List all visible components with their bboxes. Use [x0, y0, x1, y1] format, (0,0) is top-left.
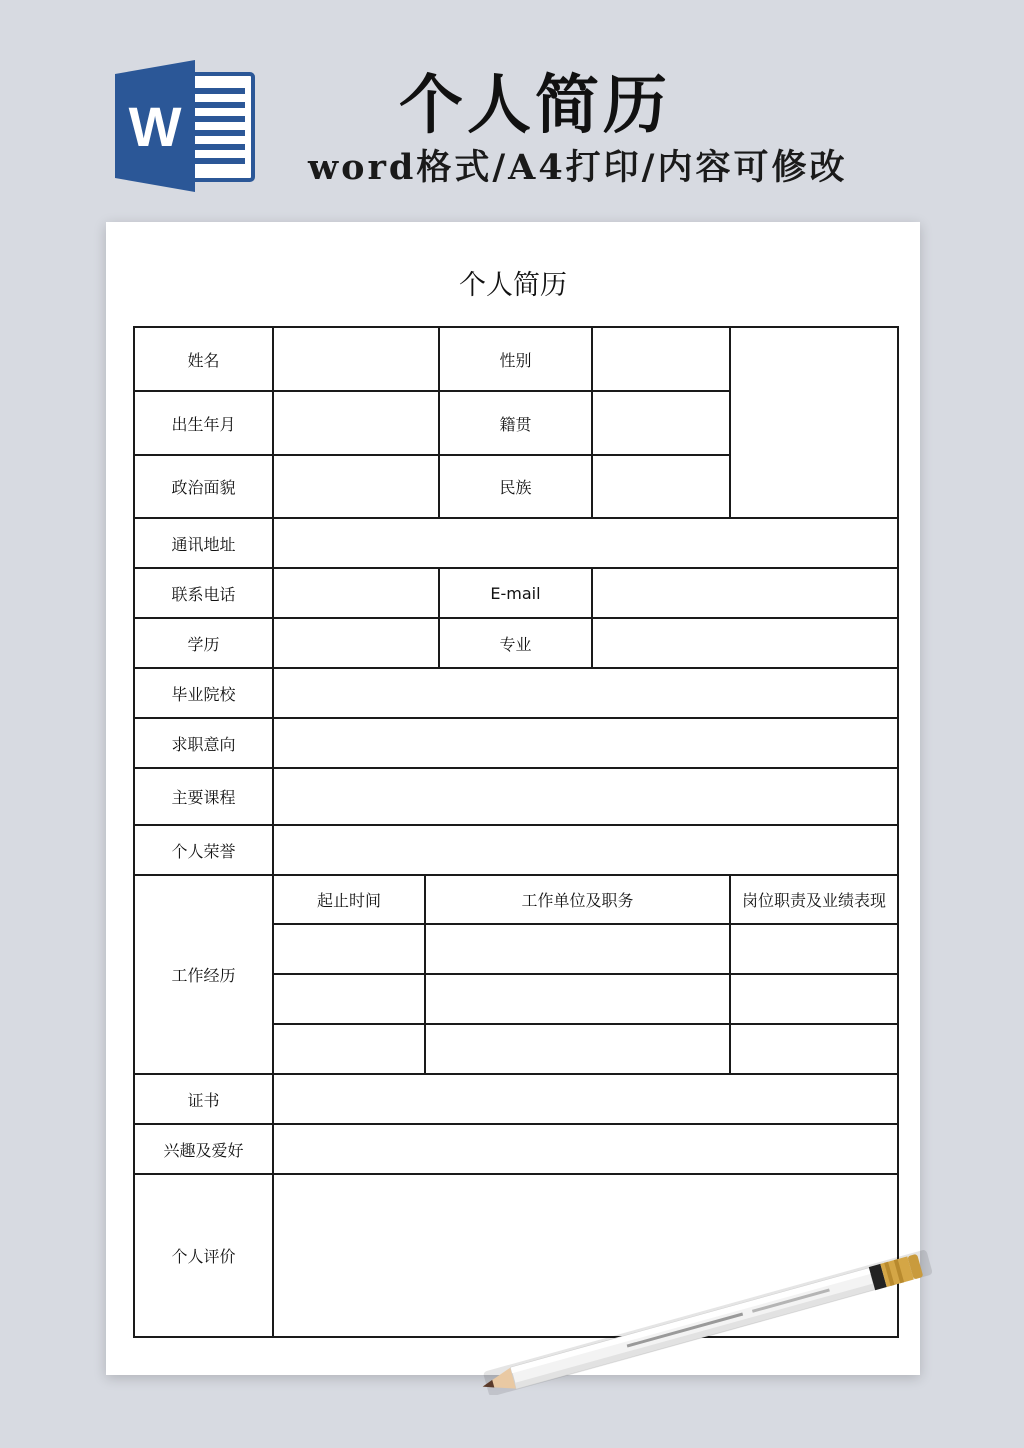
hobbies-field[interactable] — [273, 1124, 898, 1174]
major-field[interactable] — [592, 618, 898, 668]
work-header-duties: 岗位职责及业绩表现 — [730, 875, 898, 924]
honors-label: 个人荣誉 — [134, 825, 273, 875]
gender-field[interactable] — [592, 327, 730, 391]
birth-field[interactable] — [273, 391, 439, 455]
certificates-field[interactable] — [273, 1074, 898, 1124]
work-row-1-duties[interactable] — [730, 924, 898, 974]
education-label: 学历 — [134, 618, 273, 668]
work-row-2-duties[interactable] — [730, 974, 898, 1024]
word-logo-letter: W — [128, 95, 182, 158]
ethnicity-field[interactable] — [592, 455, 730, 518]
native-place-label: 籍贯 — [439, 391, 592, 455]
work-header-employer: 工作单位及职务 — [425, 875, 730, 924]
major-label: 专业 — [439, 618, 592, 668]
banner-title: 个人简历 — [399, 68, 671, 143]
resume-page — [106, 222, 920, 1375]
banner-subtitle: word格式/A4打印/内容可修改 — [308, 147, 848, 188]
work-row-3-employer[interactable] — [425, 1024, 730, 1074]
education-field[interactable] — [273, 618, 439, 668]
email-field[interactable] — [592, 568, 898, 618]
email-label: E-mail — [439, 568, 592, 618]
work-row-3-duties[interactable] — [730, 1024, 898, 1074]
work-row-3-period[interactable] — [273, 1024, 425, 1074]
address-label: 通讯地址 — [134, 518, 273, 568]
gender-label: 性别 — [439, 327, 592, 391]
honors-field[interactable] — [273, 825, 898, 875]
main-courses-label: 主要课程 — [134, 768, 273, 825]
school-field[interactable] — [273, 668, 898, 718]
birth-label: 出生年月 — [134, 391, 273, 455]
self-evaluation-label: 个人评价 — [134, 1174, 273, 1337]
ethnicity-label: 民族 — [439, 455, 592, 518]
work-row-1-employer[interactable] — [425, 924, 730, 974]
hobbies-label: 兴趣及爱好 — [134, 1124, 273, 1174]
address-field[interactable] — [273, 518, 898, 568]
phone-label: 联系电话 — [134, 568, 273, 618]
work-header-period: 起止时间 — [273, 875, 425, 924]
name-label: 姓名 — [134, 327, 273, 391]
phone-field[interactable] — [273, 568, 439, 618]
document-title: 个人简历 — [459, 270, 567, 301]
native-place-field[interactable] — [592, 391, 730, 455]
political-status-label: 政治面貌 — [134, 455, 273, 518]
photo-box[interactable] — [730, 327, 898, 518]
work-experience-label: 工作经历 — [134, 875, 273, 1074]
resume-table — [133, 326, 899, 1338]
work-row-1-period[interactable] — [273, 924, 425, 974]
main-courses-field[interactable] — [273, 768, 898, 825]
job-intention-field[interactable] — [273, 718, 898, 768]
school-label: 毕业院校 — [134, 668, 273, 718]
name-field[interactable] — [273, 327, 439, 391]
job-intention-label: 求职意向 — [134, 718, 273, 768]
political-status-field[interactable] — [273, 455, 439, 518]
work-row-2-employer[interactable] — [425, 974, 730, 1024]
pencil-icon — [462, 1245, 932, 1395]
work-row-2-period[interactable] — [273, 974, 425, 1024]
certificates-label: 证书 — [134, 1074, 273, 1124]
